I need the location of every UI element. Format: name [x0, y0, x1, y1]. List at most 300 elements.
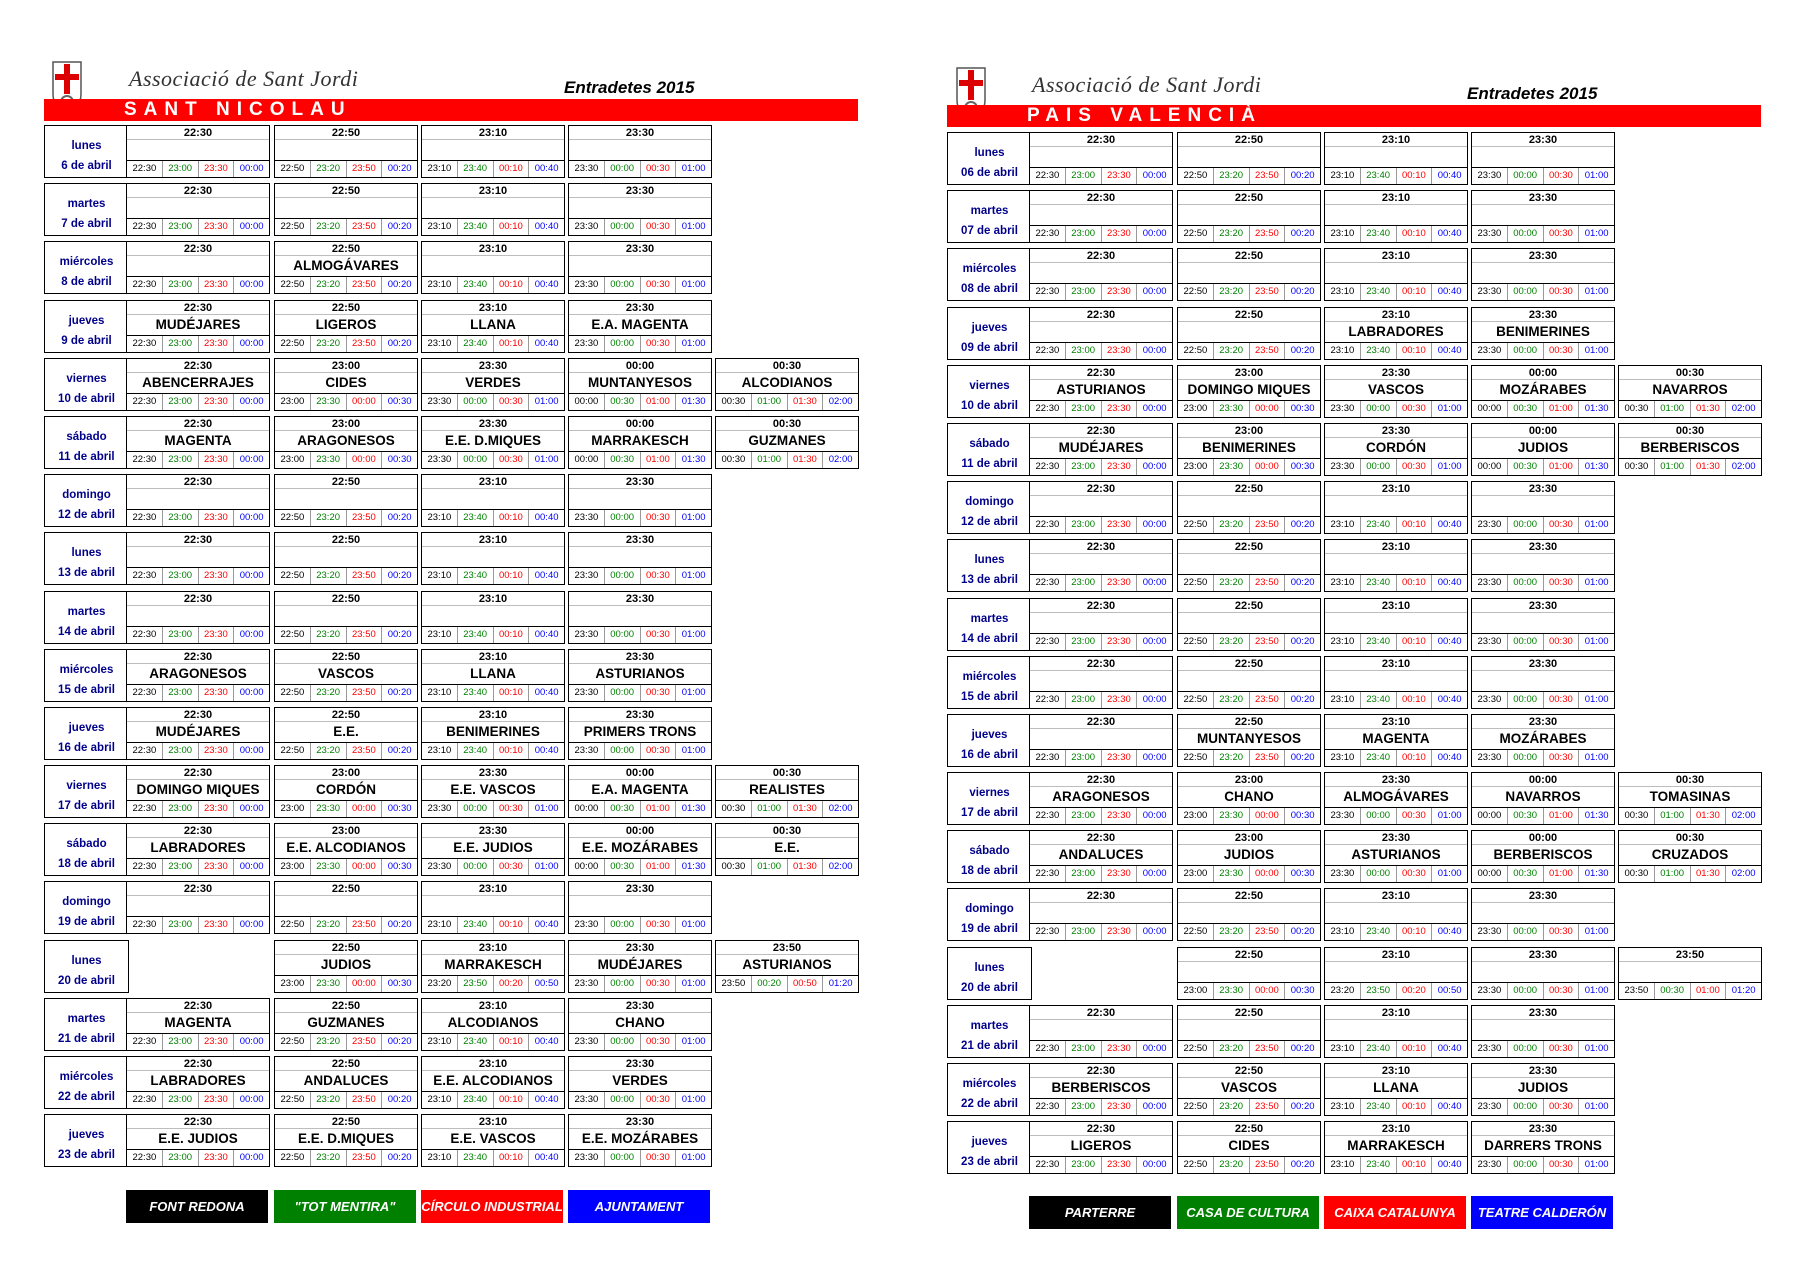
session-divider	[1178, 961, 1320, 962]
session-start-time: 22:30	[1086, 134, 1116, 146]
session-cell	[568, 881, 712, 934]
venue-time-slot: 22:30	[132, 1035, 157, 1047]
venue-time-slot: 00:00	[233, 743, 269, 759]
venue-time-slot: 23:40	[457, 568, 493, 584]
venue-time-slot: 22:30	[132, 861, 157, 873]
session-start-time: 23:30	[1528, 1006, 1558, 1019]
venue-time-slots	[1325, 691, 1467, 708]
day-cell	[947, 365, 1032, 418]
session-divider	[422, 488, 564, 489]
venue-time-slot: 23:00	[1065, 866, 1101, 882]
venue-time-slot: 00:10	[1396, 226, 1432, 242]
session-start-time: 00:00	[1528, 424, 1558, 437]
session-start-time: 22:50	[331, 1058, 361, 1070]
venue-time-slot: 01:00	[528, 801, 564, 817]
filaes-name: MUDÉJARES	[1058, 439, 1144, 455]
venue-time-slot: 23:50	[346, 277, 382, 293]
session-cell	[274, 474, 418, 527]
venue-time-slot: 23:30	[1101, 343, 1137, 359]
venue-time-slot: 23:10	[427, 163, 452, 174]
venue-time-slot: 01:00	[1543, 866, 1579, 882]
session-start-time: 23:30	[1528, 308, 1558, 321]
venue-time-slot: 23:30	[1101, 401, 1137, 417]
venue-time-slot: 00:40	[528, 1092, 564, 1108]
day-date: 07 de abril	[961, 225, 1018, 238]
session-start-time: 23:10	[478, 185, 508, 198]
session-cell	[1324, 1005, 1468, 1058]
filaes-name: BENIMERINES	[1496, 323, 1590, 339]
session-start-time: 23:50	[1675, 948, 1705, 961]
venue-time-slot: 00:00	[604, 277, 640, 293]
session-divider	[1178, 612, 1320, 613]
session-divider	[1325, 1019, 1467, 1020]
venue-time-slot: 23:30	[1101, 866, 1137, 882]
filaes-name: NAVARROS	[1505, 789, 1581, 805]
venue-time-slots	[1030, 342, 1172, 359]
venue-time-slot: 23:10	[1330, 1101, 1355, 1112]
session-start-time: 22:50	[331, 999, 361, 1012]
day-name: jueves	[68, 1129, 105, 1142]
session-cell	[568, 532, 712, 585]
venue-time-slot: 22:50	[280, 744, 305, 756]
session-start-time: 23:10	[478, 650, 508, 663]
venue-time-slots	[1472, 400, 1614, 417]
venue-time-slot: 00:10	[1396, 634, 1432, 650]
session-start-time: 22:30	[1086, 424, 1116, 437]
venue-time-slot: 00:00	[1136, 866, 1172, 882]
venue-time-slot: 22:30	[132, 1094, 157, 1105]
venue-time-slot: 00:30	[493, 394, 529, 410]
venue-time-slot: 23:00	[162, 1150, 198, 1166]
day-name: sábado	[969, 437, 1010, 450]
venue-time-slots	[1472, 167, 1614, 184]
venue-time-slot: 23:10	[427, 570, 452, 582]
venue-label: CASA DE CULTURA	[1177, 1196, 1319, 1229]
day-date: 09 de abril	[961, 341, 1018, 354]
venue-time-slot: 23:40	[457, 627, 493, 643]
filaes-name: BENIMERINES	[1202, 439, 1296, 455]
venue-time-slot: 23:20	[1213, 1041, 1249, 1057]
venue-time-slots	[569, 567, 711, 584]
session-start-time: 22:30	[183, 243, 213, 256]
venue-time-slots	[1178, 225, 1320, 242]
session-cell	[1324, 598, 1468, 651]
venue-time-slot: 00:10	[1396, 1041, 1432, 1057]
venue-time-slot: 00:30	[1507, 401, 1543, 417]
venue-time-slot: 00:00	[1136, 692, 1172, 708]
venue-time-slot: 23:00	[1183, 460, 1208, 472]
session-cell	[1029, 1121, 1173, 1174]
venue-time-slots	[127, 858, 269, 875]
session-divider	[569, 895, 711, 896]
session-cell	[1324, 365, 1468, 418]
session-start-time: 23:10	[1381, 541, 1411, 554]
session-cell	[1471, 307, 1615, 360]
filaes-name: ASTURIANOS	[1056, 381, 1146, 397]
venue-time-slot: 00:20	[1284, 226, 1320, 242]
venue-time-slot: 00:00	[1136, 343, 1172, 359]
session-start-time: 23:30	[1528, 715, 1558, 728]
session-start-time: 22:30	[183, 534, 213, 547]
venue-time-slots	[1325, 865, 1467, 882]
session-start-time: 22:50	[331, 301, 361, 314]
venue-time-slot: 23:10	[427, 686, 452, 698]
filaes-name: MUNTANYESOS	[587, 374, 692, 390]
session-cell	[1471, 598, 1615, 651]
venue-time-slots	[1619, 865, 1761, 882]
session-start-time: 23:30	[1528, 1123, 1558, 1136]
session-divider	[1472, 844, 1614, 845]
venue-time-slot: 00:30	[721, 453, 746, 465]
venue-time-slot: 22:30	[1035, 228, 1060, 240]
venue-time-slot: 23:00	[162, 452, 198, 468]
venue-time-slots	[1030, 1040, 1172, 1057]
session-divider	[275, 430, 417, 431]
filaes-name: DARRERS TRONS	[1484, 1138, 1602, 1154]
venue-time-slot: 00:30	[1543, 168, 1579, 184]
session-start-time: 22:30	[183, 708, 213, 721]
venue-time-slot: 00:40	[528, 277, 564, 293]
session-cell	[274, 1056, 418, 1109]
venue-time-slot: 23:00	[280, 861, 305, 873]
session-cell	[1029, 656, 1173, 709]
day-name: martes	[67, 605, 106, 618]
session-start-time: 22:30	[183, 825, 213, 838]
venue-time-slot: 00:20	[1284, 634, 1320, 650]
venue-time-slot: 22:30	[132, 163, 157, 174]
session-start-time: 23:10	[1381, 948, 1411, 961]
day-date: 20 de abril	[58, 974, 115, 987]
venue-time-slot: 23:50	[346, 510, 382, 526]
session-start-time: 22:50	[1234, 715, 1264, 728]
venue-time-slots	[1030, 633, 1172, 650]
session-divider	[569, 314, 711, 315]
session-start-time: 22:50	[331, 650, 361, 663]
session-cell	[568, 765, 712, 818]
venue-time-slot: 23:10	[427, 221, 452, 233]
filaes-name: PRIMERS TRONS	[583, 723, 697, 739]
venue-time-slot: 23:30	[1213, 983, 1249, 999]
venue-time-slots	[1619, 400, 1761, 417]
session-start-time: 22:30	[1086, 599, 1116, 612]
venue-time-slots	[422, 742, 564, 759]
venue-time-slots	[422, 451, 564, 468]
session-divider	[127, 139, 269, 140]
filaes-name: E.E. D.MIQUES	[444, 432, 542, 448]
filaes-name: MAGENTA	[164, 432, 232, 448]
session-divider	[1030, 553, 1172, 554]
venue-time-slot: 22:50	[280, 512, 305, 524]
venue-time-slot: 00:00	[1360, 459, 1396, 475]
venue-time-slot: 01:00	[751, 859, 787, 875]
venue-time-slots	[1472, 1040, 1614, 1057]
venue-time-slot: 23:10	[1330, 635, 1355, 647]
venue-time-slot: 01:00	[640, 859, 676, 875]
venue-time-slot: 01:00	[675, 976, 711, 992]
venue-time-slot: 00:00	[1360, 866, 1396, 882]
venue-time-slots	[1178, 342, 1320, 359]
venue-time-slot: 23:00	[280, 453, 305, 465]
venue-time-slot: 00:30	[640, 219, 676, 235]
filaes-name: LLANA	[1373, 1080, 1419, 1095]
session-divider	[422, 139, 564, 140]
session-cell	[1324, 714, 1468, 767]
venue-time-slot: 00:10	[1396, 168, 1432, 184]
session-divider	[127, 1012, 269, 1013]
session-start-time: 22:50	[1234, 192, 1264, 205]
venue-time-slot: 00:20	[381, 1150, 417, 1166]
day-name: jueves	[68, 314, 105, 327]
venue-time-slot: 01:30	[1578, 866, 1614, 882]
filaes-name: ARAGONESOS	[149, 665, 247, 681]
session-divider	[569, 1012, 711, 1013]
venue-time-slots	[716, 451, 858, 468]
venue-time-slot: 00:30	[1284, 983, 1320, 999]
venue-label: CAIXA CATALUNYA	[1324, 1196, 1466, 1229]
venue-time-slot: 23:30	[574, 1035, 599, 1047]
venue-time-slot: 00:50	[787, 976, 823, 992]
filaes-name: JUDIOS	[1223, 847, 1275, 863]
venue-time-slot: 23:00	[1065, 750, 1101, 766]
session-start-time: 22:30	[1086, 192, 1116, 205]
venue-time-slots	[1178, 691, 1320, 708]
venue-time-slot: 23:20	[1213, 634, 1249, 650]
filaes-name: E.A. MAGENTA	[591, 316, 689, 332]
venue-time-slot: 23:20	[310, 1034, 346, 1050]
venue-time-slots	[1472, 516, 1614, 533]
filaes-name: MOZÁRABES	[1499, 730, 1587, 746]
venue-time-slot: 22:50	[280, 570, 305, 582]
session-cell	[715, 940, 859, 993]
venue-time-slot: 22:50	[280, 279, 305, 291]
venue-time-slot: 23:30	[1101, 284, 1137, 300]
venue-time-slot: 23:00	[162, 161, 198, 177]
venue-time-slot: 00:00	[346, 976, 382, 992]
venue-time-slot: 23:40	[1360, 226, 1396, 242]
venue-time-slot: 01:30	[787, 859, 823, 875]
venue-time-slot: 22:30	[1035, 577, 1060, 589]
venue-time-slot: 01:20	[1725, 983, 1761, 999]
session-cell	[1177, 132, 1321, 185]
venue-time-slot: 01:00	[1654, 808, 1690, 824]
day-name: domingo	[965, 496, 1014, 509]
session-divider	[1472, 902, 1614, 903]
venue-time-slot: 00:20	[1284, 517, 1320, 533]
venue-time-slot: 23:00	[162, 859, 198, 875]
venue-time-slot: 22:50	[280, 686, 305, 698]
venue-time-slot: 22:30	[132, 744, 157, 756]
venue-time-slots	[422, 393, 564, 410]
venue-time-slot: 00:00	[1136, 634, 1172, 650]
session-divider	[569, 837, 711, 838]
session-start-time: 23:30	[1528, 250, 1558, 263]
session-cell	[421, 125, 565, 178]
session-cell	[1029, 598, 1173, 651]
session-divider	[1325, 146, 1467, 147]
venue-time-slot: 00:20	[1284, 168, 1320, 184]
venue-time-slot: 23:40	[457, 1150, 493, 1166]
venue-time-slot: 23:30	[574, 1152, 599, 1164]
day-date: 21 de abril	[961, 1039, 1018, 1052]
session-cell	[421, 998, 565, 1051]
day-name: jueves	[971, 1136, 1008, 1149]
venue-time-slot: 23:20	[310, 277, 346, 293]
session-divider	[1472, 146, 1614, 147]
session-start-time: 22:30	[1086, 890, 1116, 903]
session-divider	[127, 546, 269, 547]
session-divider	[422, 430, 564, 431]
venue-time-slot: 23:50	[1249, 924, 1285, 940]
day-cell	[44, 300, 129, 353]
venue-time-slot: 00:10	[493, 1092, 529, 1108]
venue-time-slot: 00:00	[604, 161, 640, 177]
venue-time-slot: 23:00	[162, 743, 198, 759]
venue-time-slot: 00:00	[233, 1150, 269, 1166]
association-name: Associació de Sant Jordi	[1032, 72, 1262, 97]
venue-time-slot: 00:00	[1136, 401, 1172, 417]
venue-time-slots	[422, 218, 564, 235]
venue-time-slots	[569, 684, 711, 701]
filaes-name: CHANO	[615, 1014, 665, 1030]
day-cell	[44, 881, 129, 934]
venue-time-slot: 23:50	[1624, 984, 1649, 996]
session-cell	[274, 881, 418, 934]
venue-time-slot: 22:50	[1183, 286, 1208, 298]
session-cell	[568, 358, 712, 411]
session-cell	[1029, 1005, 1173, 1058]
venue-time-slot: 00:10	[1396, 750, 1432, 766]
day-name: viernes	[969, 787, 1010, 800]
day-cell	[947, 307, 1032, 360]
venue-time-slot: 23:30	[574, 279, 599, 291]
venue-time-slot: 00:00	[233, 219, 269, 235]
venue-time-slot: 23:50	[1249, 692, 1285, 708]
day-date: 20 de abril	[961, 981, 1018, 994]
venue-time-slots	[1178, 1156, 1320, 1173]
venue-time-slot: 00:00	[457, 859, 493, 875]
venue-time-slots	[1178, 400, 1320, 417]
venue-time-slot: 01:00	[675, 219, 711, 235]
venue-time-slots	[127, 218, 269, 235]
session-start-time: 23:30	[1381, 774, 1411, 787]
venue-time-slot: 00:00	[1360, 808, 1396, 824]
session-cell	[1029, 365, 1173, 418]
session-cell	[1471, 714, 1615, 767]
session-cell	[1324, 423, 1468, 476]
day-name: martes	[970, 612, 1009, 625]
session-divider	[1030, 321, 1172, 322]
session-start-time: 23:30	[1381, 832, 1411, 845]
session-cell	[274, 591, 418, 644]
session-divider	[422, 895, 564, 896]
venue-time-slot: 23:30	[1330, 460, 1355, 472]
session-cell	[1471, 1005, 1615, 1058]
venue-time-slots	[569, 509, 711, 526]
session-divider	[275, 1012, 417, 1013]
venue-time-slot: 01:00	[1578, 750, 1614, 766]
session-cell	[1177, 714, 1321, 767]
filaes-name: BERBERISCOS	[1493, 847, 1593, 863]
venue-time-slot: 22:30	[1035, 751, 1060, 763]
filaes-name: MUDÉJARES	[597, 956, 683, 972]
session-cell	[1029, 714, 1173, 767]
venue-time-slot: 00:30	[1543, 924, 1579, 940]
day-date: 12 de abril	[961, 516, 1018, 529]
venue-time-slot: 23:50	[1249, 343, 1285, 359]
venue-time-slot: 01:30	[1690, 866, 1726, 882]
venue-time-slot: 23:10	[427, 919, 452, 931]
venue-time-slot: 00:30	[1543, 226, 1579, 242]
filaes-name: LIGEROS	[1070, 1138, 1132, 1154]
venue-time-slot: 00:10	[1396, 1157, 1432, 1173]
day-date: 15 de abril	[58, 683, 115, 696]
session-divider	[1619, 437, 1761, 438]
session-divider	[1472, 495, 1614, 496]
venue-time-slot: 00:00	[233, 685, 269, 701]
session-cell	[126, 183, 270, 236]
venue-time-slot: 23:20	[1213, 168, 1249, 184]
day-cell	[947, 481, 1032, 534]
session-cell	[274, 241, 418, 294]
venue-time-slots	[275, 1149, 417, 1166]
venue-time-slot: 01:00	[1578, 575, 1614, 591]
venue-time-slots	[569, 1091, 711, 1108]
session-cell	[1471, 365, 1615, 418]
session-divider	[1178, 1135, 1320, 1136]
venue-time-slot: 02:00	[1725, 459, 1761, 475]
session-cell	[568, 1056, 712, 1109]
venue-time-slot: 23:30	[1477, 926, 1502, 938]
venue-time-slot: 23:10	[427, 1035, 452, 1047]
venue-time-slot: 00:00	[604, 1034, 640, 1050]
venue-time-slot: 02:00	[822, 452, 858, 468]
session-cell	[1471, 132, 1615, 185]
venue-time-slot: 23:10	[427, 1152, 452, 1164]
venue-time-slot: 23:30	[1477, 344, 1502, 356]
session-cell	[421, 649, 565, 702]
session-start-time: 23:30	[478, 767, 508, 780]
filaes-name: E.E. MOZÁRABES	[581, 840, 699, 856]
session-divider	[1472, 670, 1614, 671]
session-cell	[1324, 947, 1468, 1000]
venue-time-slots	[275, 975, 417, 992]
venue-time-slot: 22:50	[1183, 519, 1208, 531]
venue-time-slot: 22:50	[1183, 751, 1208, 763]
day-name: viernes	[969, 379, 1010, 392]
session-divider	[275, 605, 417, 606]
venue-time-slot: 00:40	[1431, 1099, 1467, 1115]
session-divider	[569, 197, 711, 198]
venue-time-slot: 00:50	[528, 976, 564, 992]
venue-label: CÍRCULO INDUSTRIAL	[421, 1190, 563, 1223]
session-divider	[422, 605, 564, 606]
venue-time-slot: 23:40	[1360, 168, 1396, 184]
venue-time-slot: 00:30	[493, 452, 529, 468]
venue-time-slot: 23:30	[198, 510, 234, 526]
venue-time-slots	[275, 684, 417, 701]
session-start-time: 22:50	[1234, 483, 1264, 496]
venue-time-slot: 00:40	[528, 336, 564, 352]
venue-time-slot: 23:10	[1330, 1159, 1355, 1171]
session-divider	[569, 605, 711, 606]
session-start-time: 23:30	[625, 185, 655, 198]
day-date: 14 de abril	[58, 625, 115, 638]
session-start-time: 23:10	[1381, 715, 1411, 728]
session-divider	[275, 488, 417, 489]
venue-time-slot: 00:30	[1543, 575, 1579, 591]
venue-time-slot: 23:30	[198, 627, 234, 643]
venue-time-slot: 00:30	[381, 859, 417, 875]
